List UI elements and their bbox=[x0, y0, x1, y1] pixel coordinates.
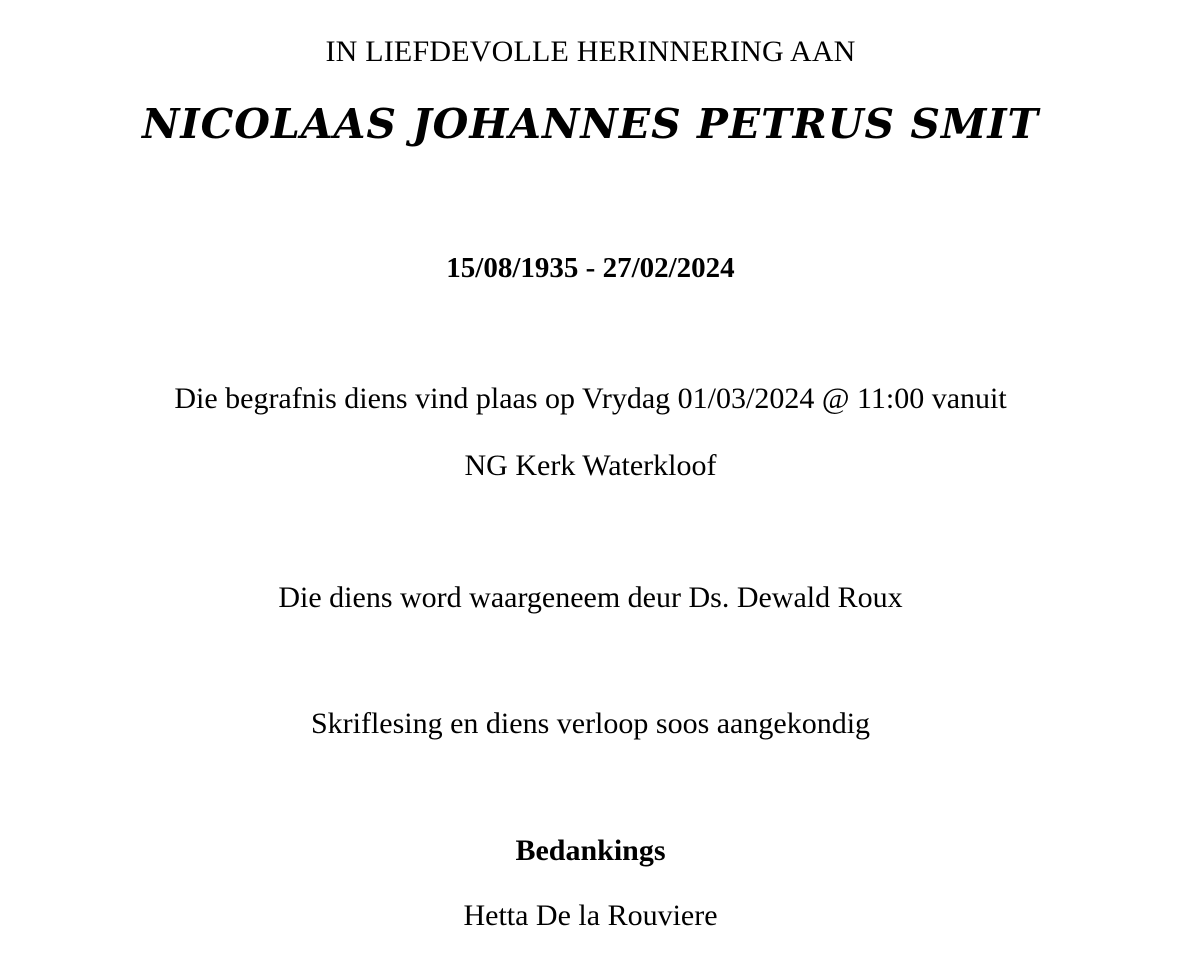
acknowledgements-name: Hetta De la Rouviere bbox=[463, 899, 718, 932]
life-dates: 15/08/1935 - 27/02/2024 bbox=[446, 252, 735, 284]
acknowledgements-title: Bedankings bbox=[515, 834, 666, 867]
memorial-heading: IN LIEFDEVOLLE HERINNERING AAN bbox=[325, 35, 856, 68]
funeral-service-details: Die begrafnis diens vind plaas op Vrydag 01/03/2024 @ 11:00 vanuit bbox=[174, 382, 1007, 415]
scripture-reading-text: Skriflesing en diens verloop soos aangekondig bbox=[310, 707, 871, 740]
deceased-name: NICOLAAS JOHANNES PETRUS SMIT bbox=[141, 100, 1040, 148]
funeral-venue: NG Kerk Waterkloof bbox=[464, 449, 717, 482]
officiant-text: Die diens word waargeneem deur Ds. Dewald Roux bbox=[278, 581, 903, 614]
